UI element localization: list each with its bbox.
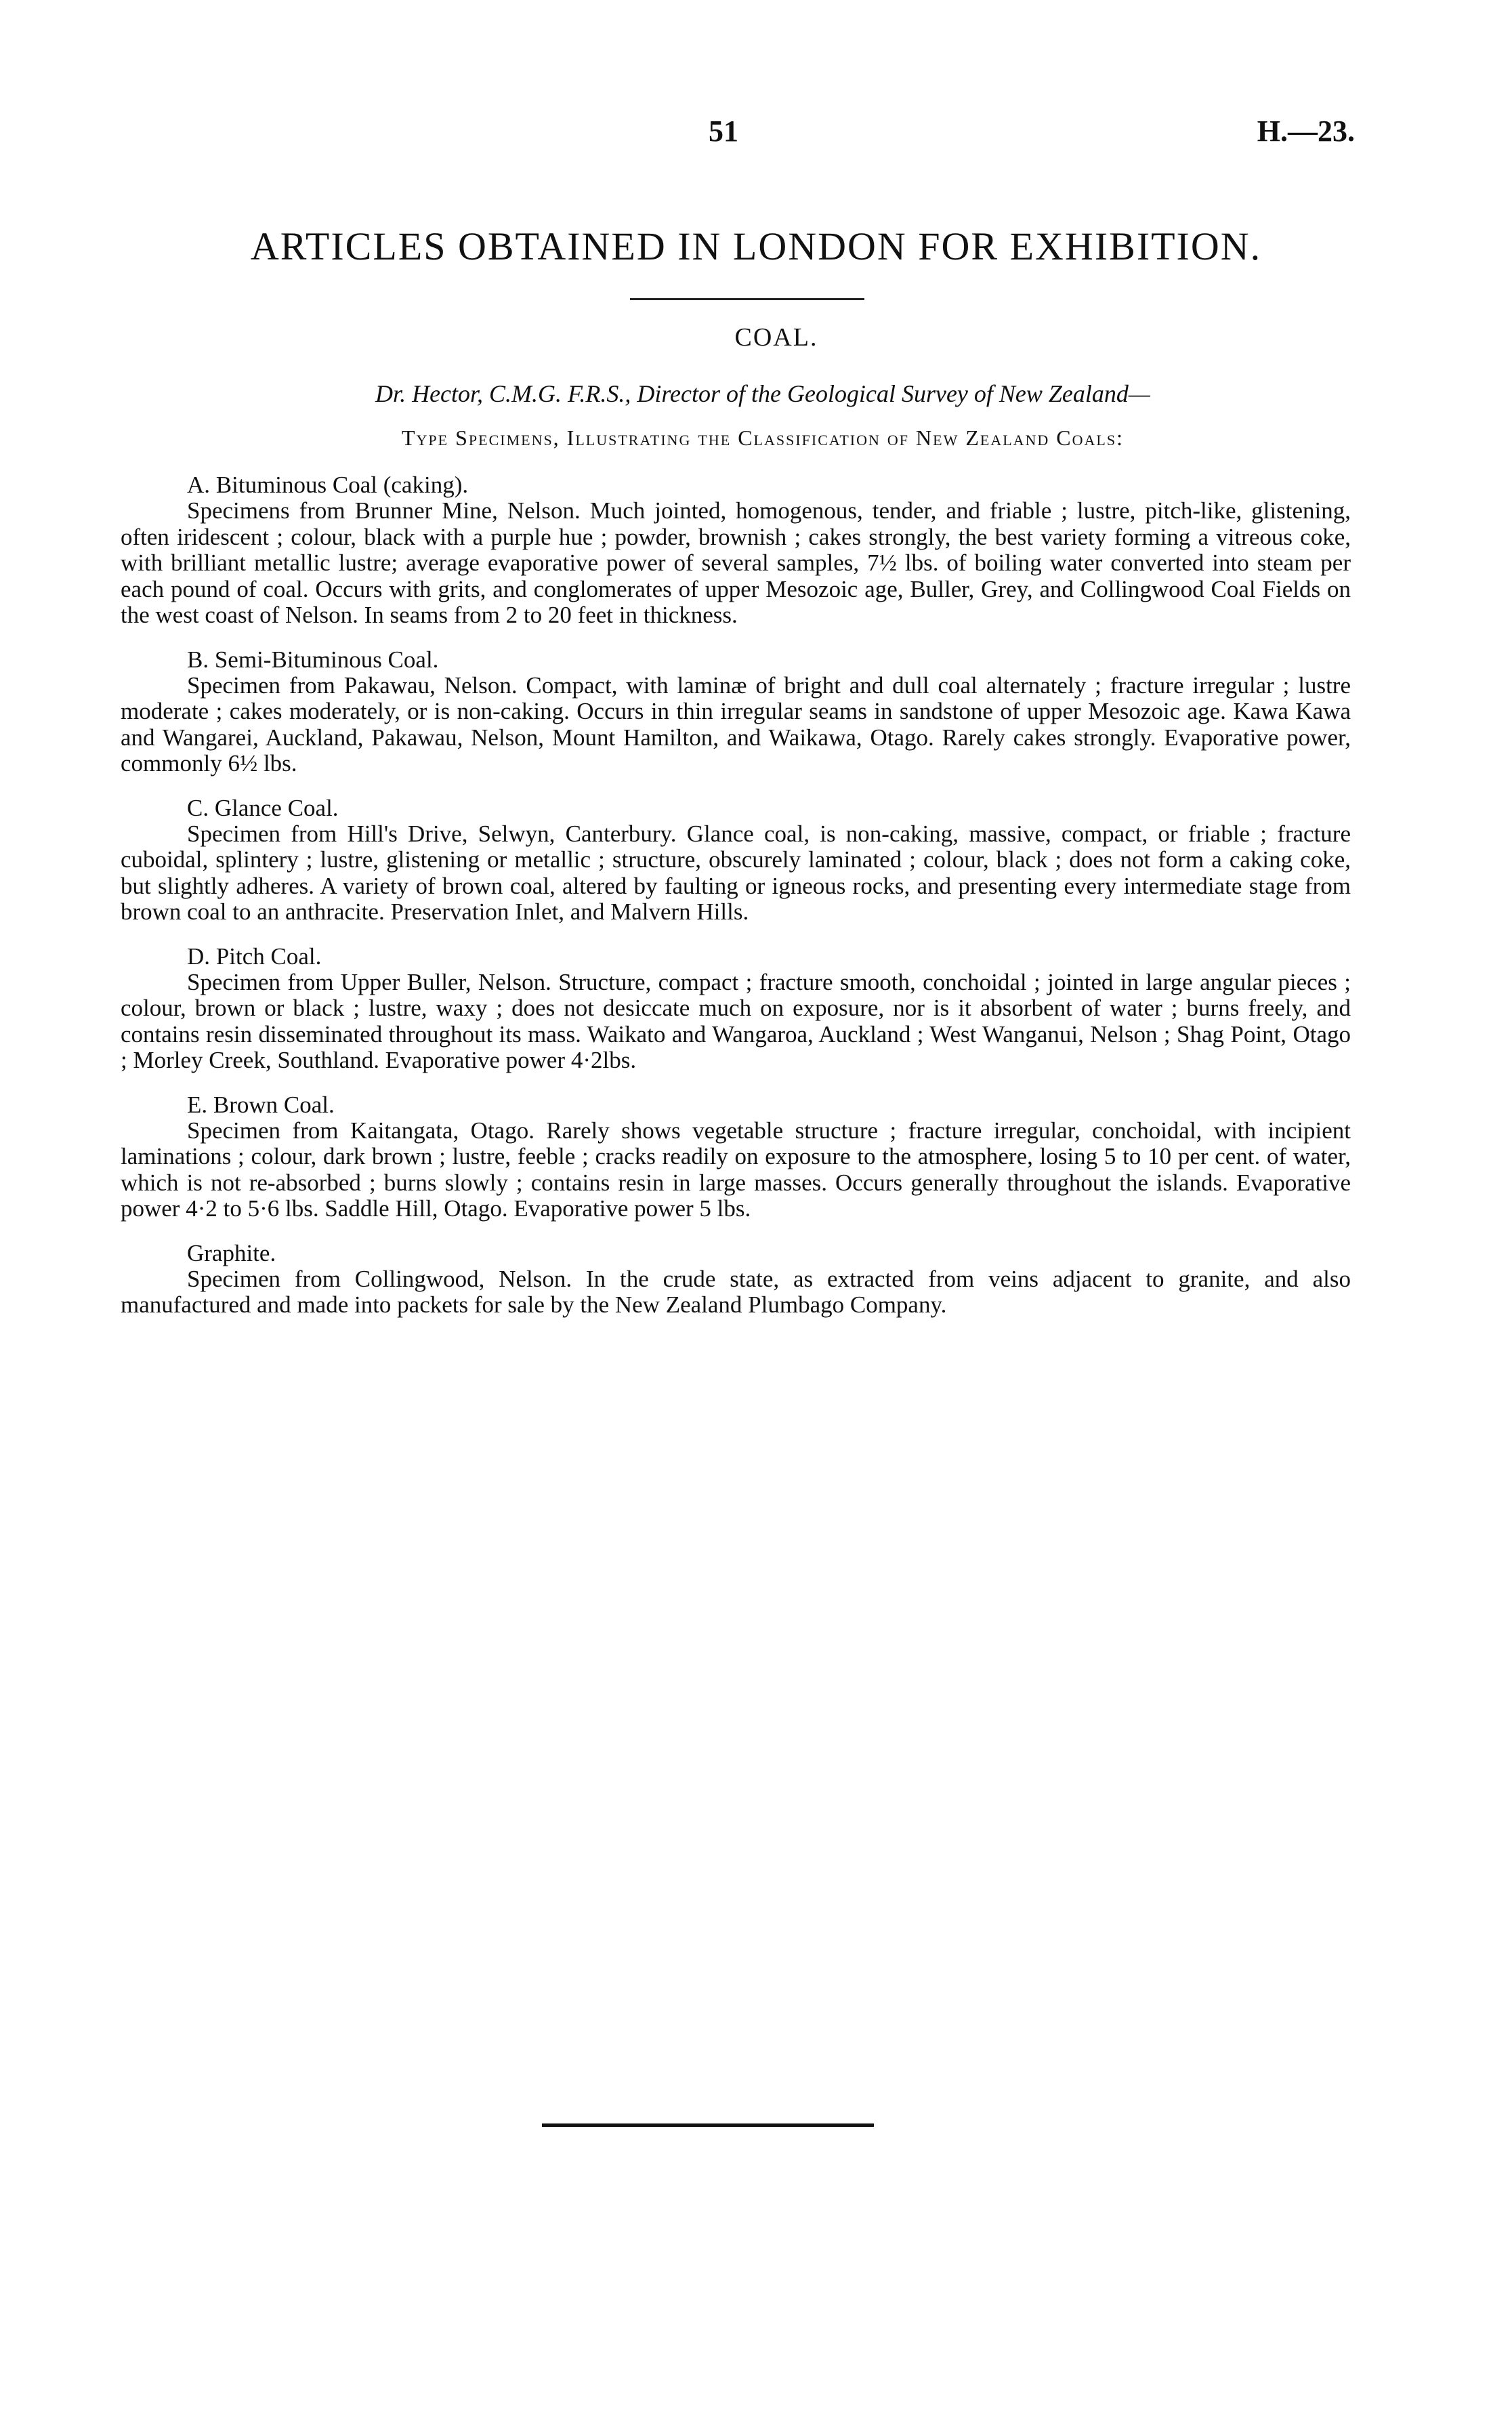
specimen-list — [121, 472, 1351, 1336]
end-rule — [542, 2123, 874, 2127]
entry-title: Graphite. — [187, 1239, 276, 1266]
section-heading: COAL. — [734, 323, 818, 352]
entry-title: C. Glance Coal. — [187, 794, 339, 821]
entry-title: D. Pitch Coal. — [187, 942, 322, 970]
entry-description: Specimen from Collingwood, Nelson. In the crude state, as extracted from veins adjacent to granite, and also manufactured and made into packets for sale by the New Zealand Plumbago Company. — [121, 1265, 1351, 1318]
page-title: ARTICLES OBTAINED IN LONDON FOR EXHIBITION. — [250, 224, 1262, 268]
entry-description: Specimen from Hill's Drive, Selwyn, Canterbury. Glance coal, is non-caking, massive, compact, or friable ; fracture cuboidal, splintery ; lustre, glistening or metallic ; structure, obscurely laminated ; colour, black ; does not form a caking coke, but slightly adheres. A variety of brown coal, altered by faulting or igneous rocks, and presenting every intermediate stage from brown coal to an anthracite. Preservation Inlet, and Malvern Hills. — [121, 820, 1351, 925]
contributor-line: Dr. Hector, C.M.G. F.R.S., Director of the Geological Survey of New Zealand— — [375, 380, 1150, 407]
specimen-entry-brown — [121, 1092, 1351, 1222]
entry-title: E. Brown Coal. — [187, 1091, 335, 1118]
entry-description: Specimen from Kaitangata, Otago. Rarely shows vegetable structure ; fracture irregular, conchoidal, with incipient laminations ; colour, dark brown ; lustre, feeble ; cracks readily on exposure to the atmosphere, losing 5 to 10 per cent. of water, which is not re-absorbed ; burns slowly ; contains resin in large masses. Occurs generally throughout the islands. Evaporative power 4·2 to 5·6 lbs. Saddle Hill, Otago. Evaporative power 5 lbs. — [121, 1117, 1351, 1222]
specimen-entry-bituminous — [121, 472, 1351, 629]
entry-description: Specimen from Pakawau, Nelson. Compact, with laminæ of bright and dull coal alternately ; fracture irregular ; lustre moderate ; cakes moderately, or is non-caking. Occurs in thin irregular seams in sandstone of upper Mesozoic age. Kawa Kawa and Wangarei, Auckland, Pakawau, Nelson, Mount Hamilton, and Waikawa, Otago. Rarely cakes strongly. Evaporative power, commonly 6½ lbs. — [121, 671, 1351, 776]
entry-description: Specimens from Brunner Mine, Nelson. Much jointed, homogenous, tender, and friable ; lustre, pitch-like, glistening, often iridescent ; colour, black with a purple hue ; powder, brownish ; cakes strongly, the best variety forming a vitreous coke, with brilliant metallic lustre; average evaporative power of several samples, 7½ lbs. of boiling water converted into steam per each pound of coal. Occurs with grits, and conglomerates of upper Mesozoic age, Buller, Grey, and Collingwood Coal Fields on the west coast of Nelson. In seams from 2 to 20 feet in thickness. — [121, 497, 1351, 628]
section-subheading: Type Specimens, Illustrating the Classification of New Zealand Coals: — [401, 426, 1124, 450]
page-number: 51 — [709, 115, 738, 148]
entry-title: A. Bituminous Coal (caking). — [187, 472, 469, 498]
specimen-entry-semi-bituminous — [121, 646, 1351, 777]
specimen-entry-glance — [121, 795, 1351, 926]
entry-title: B. Semi-Bituminous Coal. — [187, 646, 439, 673]
entry-description: Specimen from Upper Buller, Nelson. Structure, compact ; fracture smooth, conchoidal ; jointed in large angular pieces ; colour, brown or black ; lustre, waxy ; does not desiccate much on exposure, nor is it absorbent of water ; burns freely, and contains resin disseminated throughout its mass. Waikato and Wangaroa, Auckland ; West Wanganui, Nelson ; Shag Point, Otago ; Morley Creek, Southland. Evaporative power 4·2lbs. — [121, 968, 1351, 1073]
specimen-entry-graphite — [121, 1240, 1351, 1319]
specimen-entry-pitch — [121, 943, 1351, 1074]
document-reference: H.—23. — [1257, 115, 1355, 148]
title-divider — [630, 298, 864, 300]
